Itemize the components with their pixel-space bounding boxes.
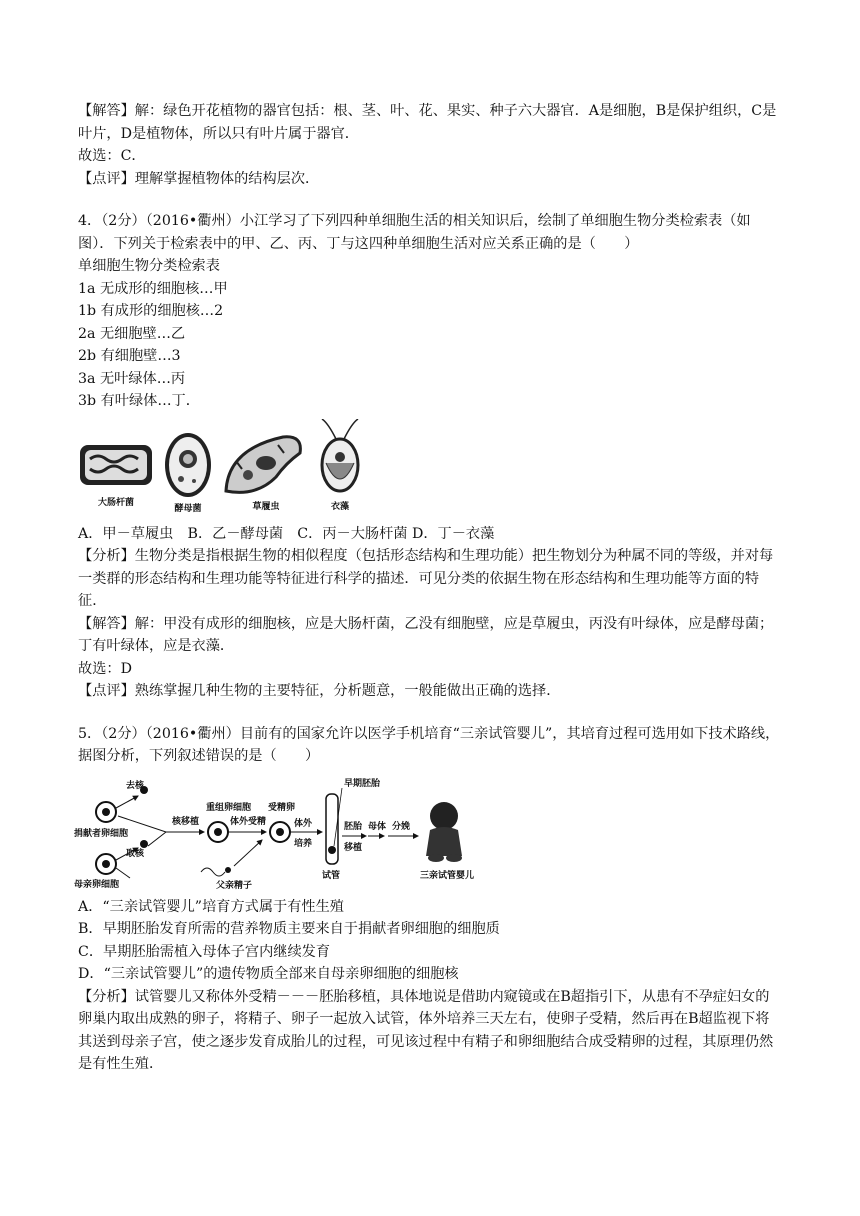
label-culture-2: 培养: [294, 838, 313, 849]
label-embryo-transfer-2: 移植: [344, 842, 363, 853]
q5-option: B．早期胚胎发育所需的营养物质主要来自于捐献者卵细胞的细胞质: [78, 921, 500, 937]
label-ecoli: 大肠杆菌: [97, 497, 135, 508]
q4-key-line: 1b 有成形的细胞核…2: [78, 303, 224, 319]
q4-analysis: 【分析】生物分类是指根据生物的相似程度（包括形态结构和生理功能）把生物划分为种属不同的等级，并对每一类群的形态结构和生理功能等特征进行科学的描述．可见分类的依据生物在形态结构和生理功能等方面的特征．: [78, 548, 774, 609]
label-early-embryo: 早期胚胎: [344, 778, 381, 789]
q5-ivf-figure: [74, 774, 782, 892]
paramecium-image: [226, 436, 300, 511]
q4-key-line: 3b 有叶绿体…丁．: [78, 393, 200, 409]
label-test-tube: 试管: [322, 870, 341, 881]
q4-review: 【点评】熟练掌握几种生物的主要特征，分析题意，一般能做出正确的选择．: [78, 683, 561, 699]
q4-key-line: 2a 无细胞壁…乙: [78, 325, 186, 342]
q4-answer: 【解答】解：甲没有成形的细胞核，应是大肠杆菌，乙没有细胞壁，应是草履虫，丙没有叶绿体，应是酵母菌；丁有叶绿体，应是衣藻．: [78, 615, 774, 654]
label-ivf: 体外受精: [230, 816, 267, 827]
label-paramecium: 草履虫: [252, 501, 280, 512]
label-nuclear-transfer: 核移植: [172, 816, 200, 827]
label-nucleus-removed: 去核: [126, 780, 145, 791]
q4-key-line: 3a 无叶绿体…丙: [78, 370, 186, 387]
yeast-image: [165, 433, 211, 514]
q3-answer: 【解答】解：绿色开花植物的器官包括：根、茎、叶、花、果实、种子六大器官．A是细胞，B是保护组织，C是叶片，D是植物体，所以只有叶片属于器官．: [78, 103, 777, 142]
label-mother-egg: 母亲卵细胞: [74, 879, 120, 890]
document-page: [74, 100, 782, 1076]
label-yeast: 酵母菌: [174, 503, 202, 514]
q3-choice: 故选：C．: [78, 148, 146, 164]
label-culture-1: 体外: [294, 818, 313, 829]
label-baby: 三亲试管婴儿: [420, 870, 475, 881]
q4-options: A．甲－草履虫 B．乙－酵母菌 C．丙－大肠杆菌 D．丁－衣藻: [78, 525, 495, 542]
label-chlamydomonas: 衣藻: [330, 501, 350, 512]
q4-stem: 4．（2分）（2016•衢州）小江学习了下列四种单细胞生活的相关知识后，绘制了单细胞生物分类检索表（如图）．下列关于检索表中的甲、乙、丙、丁与这四种单细胞生活对应关系正确的是（ ）: [78, 213, 751, 252]
label-embryo-transfer-1: 胚胎: [344, 821, 363, 832]
label-mother-body: 母体: [368, 821, 387, 832]
q5-option: D．“三亲试管婴儿”的遗传物质全部来自母亲卵细胞的细胞核: [78, 966, 459, 982]
q4-key-line: 1a 无成形的细胞核…甲: [78, 280, 228, 297]
label-donor-egg: 捐献者卵细胞: [74, 828, 129, 839]
label-recombined-egg: 重组卵细胞: [206, 802, 252, 813]
q4-key-title: 单细胞生物分类检索表: [78, 258, 220, 274]
ecoli-image: [80, 445, 152, 508]
chlamydomonas-image: [322, 419, 358, 512]
q4-organism-figure: [78, 419, 782, 517]
baby-image: [426, 802, 462, 862]
q5-analysis: 【分析】试管婴儿又称体外受精－－－胚胎移植，具体地说是借助内窥镜或在B超指引下，从患有不孕症妇女的卵巢内取出成熟的卵子，将精子、卵子一起放入试管，体外培养三天左右，使卵子受精，然后再在B超监视下将其送到母亲子宫，使之逐步发育成胎儿的过程，可见该过程中有精子和卵细胞结合成受精卵的过程，其原理仍然是有性生殖．: [78, 988, 774, 1072]
label-fertilized-egg: 受精卵: [268, 802, 296, 813]
label-nucleus-taken: 取核: [126, 848, 145, 859]
q5-option: A．“三亲试管婴儿”培育方式属于有性生殖: [78, 898, 344, 915]
q3-review: 【点评】理解掌握植物体的结构层次．: [78, 170, 320, 187]
q4-key-line: 2b 有细胞壁…3: [78, 348, 181, 364]
q5-option: C．早期胚胎需植入母体子宫内继续发育: [78, 943, 331, 960]
q4-choice: 故选：D: [78, 660, 132, 677]
q5-stem: 5．（2分）（2016•衢州）目前有的国家允许以医学手机培育“三亲试管婴儿”，其培育过程可选用如下技术路线，据图分析，下列叙述错误的是（ ）: [78, 725, 780, 764]
label-birth: 分娩: [392, 821, 411, 832]
label-father-sperm: 父亲精子: [216, 880, 253, 891]
